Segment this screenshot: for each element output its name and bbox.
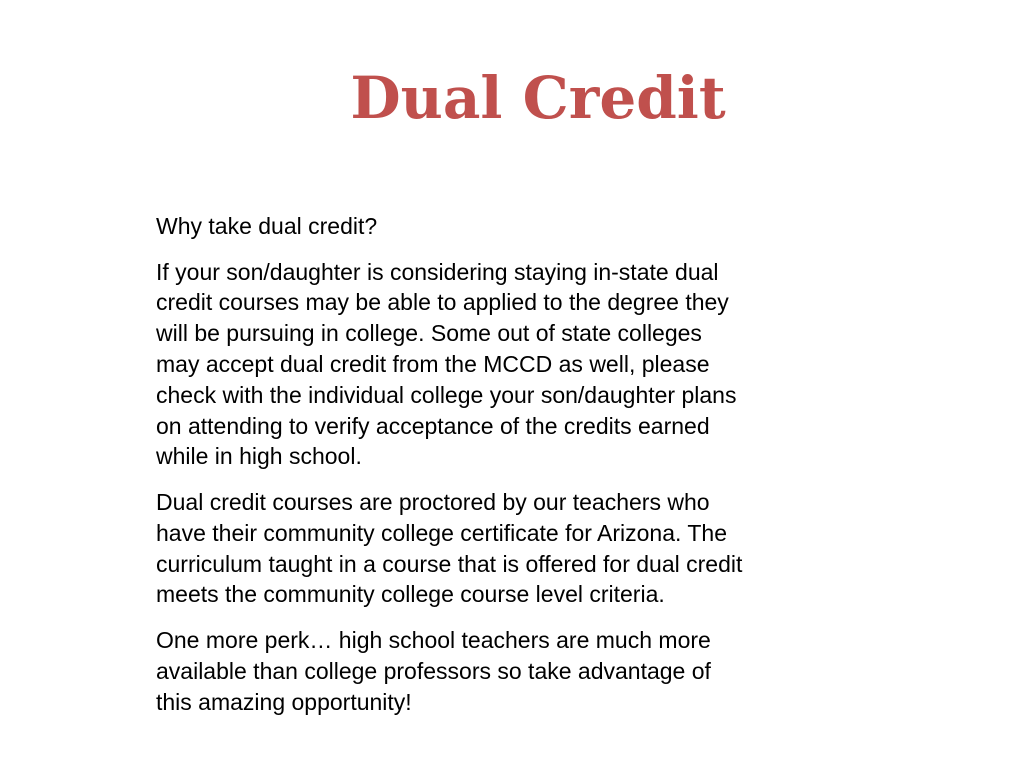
paragraph-proctored: Dual credit courses are proctored by our teachers who have their community college certificate for Arizona. The curriculum taught in a course that is offered for dual credit meets the community college course level criteria.: [156, 488, 743, 608]
slide-body: [156, 211, 836, 732]
paragraph-in-state: If your son/daughter is considering staying in-state dual credit courses may be able to applied to the degree they will be pursuing in college. Some out of state colleges may accept dual credit from the MCCD as well, please check with the individual college your son/daughter plans on attending to verify acceptance of the credits earned while in high school.: [156, 258, 737, 470]
slide-title: Dual Credit: [350, 64, 726, 132]
paragraph-question: Why take dual credit?: [156, 213, 378, 239]
paragraph-perk: One more perk… high school teachers are much more available than college professors so take advantage of this amazing opportunity!: [156, 626, 711, 715]
